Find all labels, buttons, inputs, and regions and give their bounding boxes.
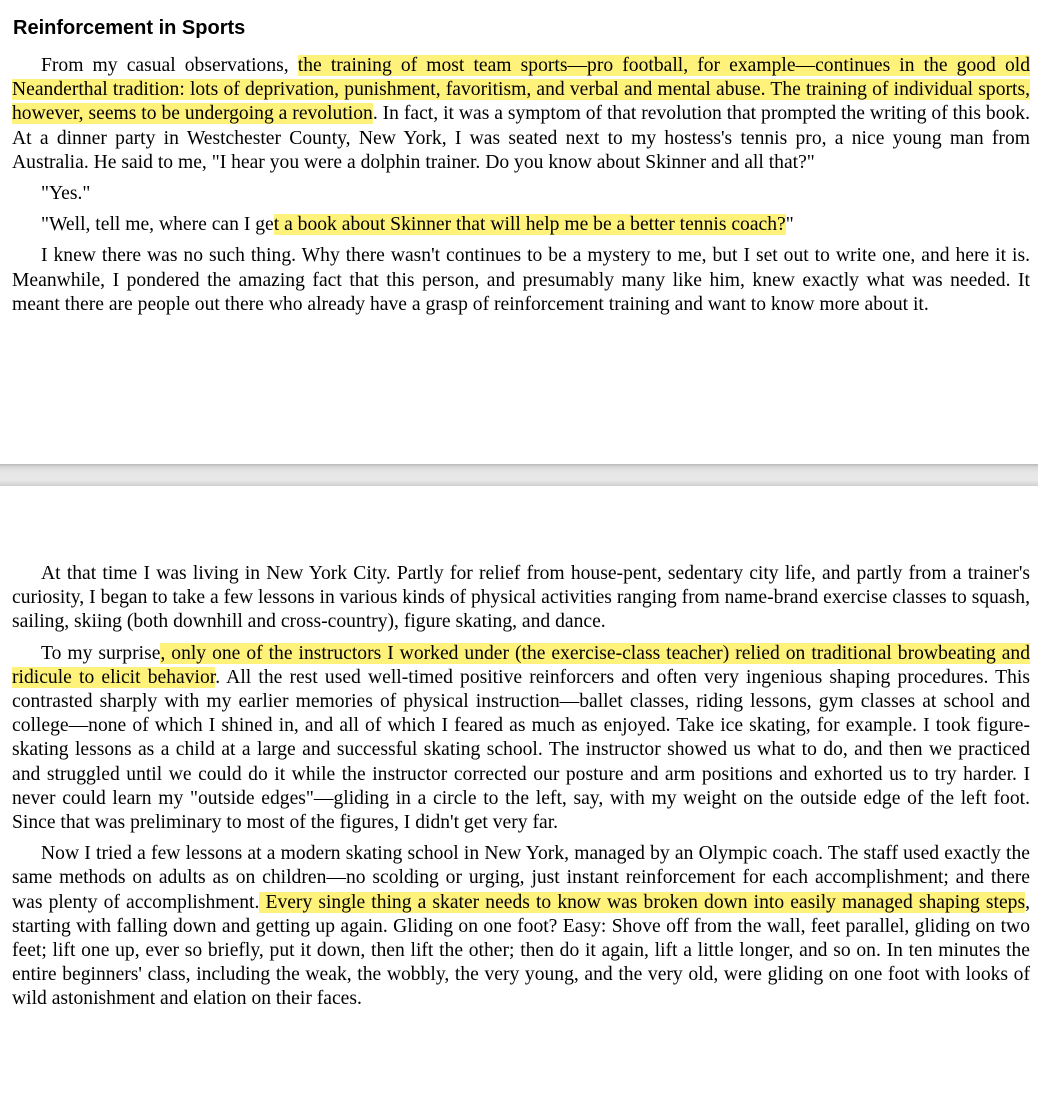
paragraph-observations xyxy=(12,54,1030,175)
paragraph-text: . In fact, it was a symptom of that revolution that prompted the writing of this book. At a dinner party in Westchester County, New York, I was seated next to my hostess's tennis pro, a nice young man from Australia. He said to me, "I hear you were a dolphin trainer. Do you know about Skinner and all that?" xyxy=(12,103,1030,173)
paragraph-text: "Well, tell me, where can I ge xyxy=(41,214,274,236)
paragraph-surprise xyxy=(12,642,1030,836)
document-page-2 xyxy=(0,486,1038,1094)
highlighted-text[interactable]: the training of most team sports—pro football, for example—continues in the good old Neanderthal tradition: lots of deprivation, punishment, favoritism, and verbal and mental abuse. The training of individual sports, however, seems to be undergoing a revolution xyxy=(12,55,1030,125)
highlighted-text[interactable]: t a book about Skinner that will help me be a better tennis coach? xyxy=(273,214,786,236)
section-heading: Reinforcement in Sports xyxy=(13,17,246,39)
paragraph-yes: "Yes." xyxy=(41,183,91,205)
page-1-body xyxy=(12,54,1030,324)
document-page-1 xyxy=(0,0,1038,464)
page-separator xyxy=(0,464,1038,486)
highlighted-text[interactable]: Every single thing a skater needs to know was broken down into easily managed shaping steps xyxy=(259,891,1026,913)
paragraph-no-such-thing: I knew there was no such thing. Why there wasn't continues to be a mystery to me, but I set out to write one, and here it is. Meanwhile, I pondered the amazing fact that this person, and presumably many like him, knew exactly what was needed. It meant there are people out there who already have a grasp of reinforcement training and want to know more about it. xyxy=(12,245,1030,315)
page-2-body xyxy=(12,562,1030,1019)
paragraph-new-york: At that time I was living in New York City. Partly for relief from house-pent, sedentary city life, and partly from a trainer's curiosity, I began to take a few lessons in various kinds of physical activities ranging from name-brand exercise classes to squash, sailing, skiing (both downhill and cross-country), figure skating, and dance. xyxy=(12,563,1030,633)
paragraph-tennis-question xyxy=(12,213,1030,237)
paragraph-text: Now I tried a few lessons at a modern skating school in New York, managed by an Olympic coach. The staff used exactly the same methods on adults as on children—no scolding or urging, just instant reinforcement for each accomplishment; and there was plenty of accomplishment. xyxy=(12,843,1030,913)
paragraph-text: To my surprise xyxy=(41,642,161,664)
paragraph-skating-school xyxy=(12,842,1030,1011)
paragraph-text: , starting with falling down and getting up again. Gliding on one foot? Easy: Shove off from the wall, feet parallel, gliding on two feet; lift one up, ever so briefly, put it down, then lift the other; then do it again, lift a little longer, and so on. In ten minutes the entire beginners' class, including the weak, the wobbly, the very young, and the very old, were gliding on one foot with looks of wild astonishment and elation on their faces. xyxy=(12,891,1030,1010)
paragraph-text: From my casual observations, xyxy=(41,55,298,76)
highlighted-text[interactable]: , only one of the instructors I worked under (the exercise-class teacher) relied on traditional browbeating and ridicule to elicit behavior xyxy=(12,642,1031,688)
paragraph-text: " xyxy=(785,214,794,236)
paragraph-text: . All the rest used well-timed positive reinforcers and often very ingenious shaping procedures. This contrasted sharply with my earlier memories of physical instruction—ballet classes, riding lessons, gym classes at school and college—none of which I shined in, and all of which I feared as much as enjoyed. Take ice skating, for example. I took figure-skating lessons as a child at a large and successful skating school. The instructor showed us what to do, and then we practiced and struggled until we could do it while the instructor corrected our posture and arm positions and exhorted us to try harder. I never could learn my "outside edges"—gliding in a circle to the left, say, with my weight on the outside edge of the left foot. Since that was preliminary to most of the figures, I didn't get very far. xyxy=(12,666,1031,834)
